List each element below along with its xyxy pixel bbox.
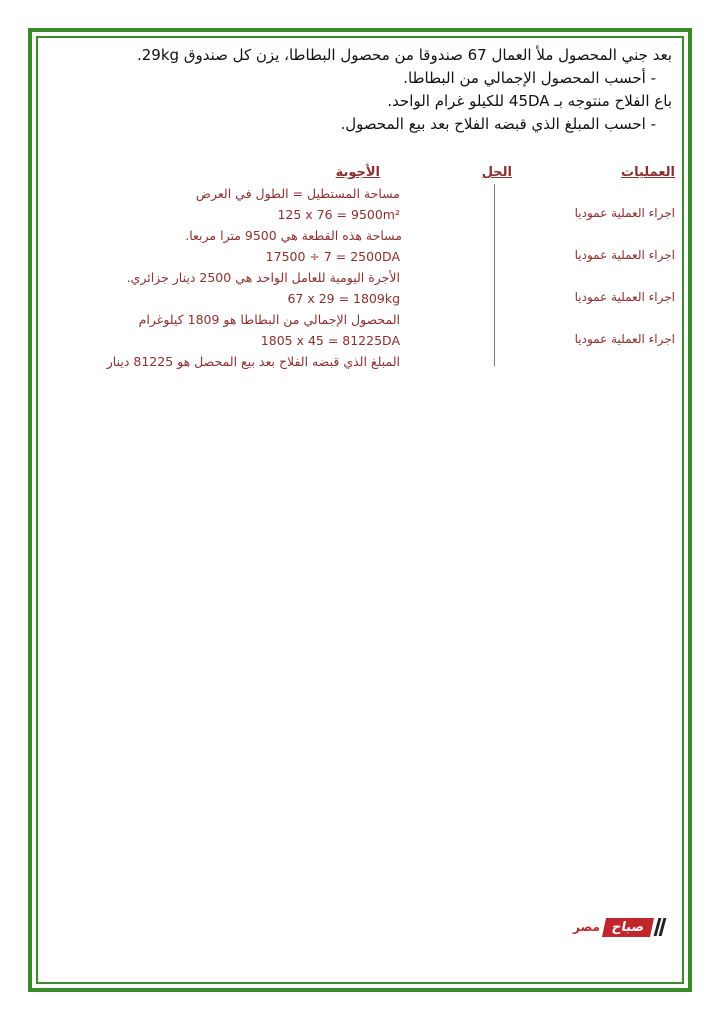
problem-line-4: - احسب المبلغ الذي قبضه الفلاح بعد بيع المحصول. (340, 115, 656, 133)
problem-line-1: بعد جني المحصول ملأ العمال 67 صندوقا من محصول البطاطا، يزن كل صندوق 29kg. (136, 46, 672, 64)
logo-word-masr: مصر (573, 920, 600, 934)
column-divider (494, 184, 495, 366)
operation-item: اجراء العملية عموديا (574, 332, 675, 346)
operation-item: اجراء العملية عموديا (574, 248, 675, 262)
answer-equation: 67 x 29 = 1809kg (287, 291, 400, 306)
answer-equation: 1805 x 45 = 81225DA (260, 333, 400, 348)
answer-line: مساحة هذه القطعة هي 9500 مترا مربعا. (185, 228, 402, 243)
answer-line: المحصول الإجمالي من البطاطا هو 1809 كيلوغرام (138, 312, 400, 327)
header-answers: الأجوبة (335, 165, 380, 180)
answer-equation: 17500 ÷ 7 = 2500DA (265, 249, 400, 264)
site-logo (573, 915, 664, 939)
operation-item: اجراء العملية عموديا (574, 290, 675, 304)
logo-bars-icon (656, 918, 664, 936)
answer-line: الأجرة اليومية للعامل الواحد هي 2500 دينار جزائري. (126, 270, 400, 285)
operation-item: اجراء العملية عموديا (574, 206, 675, 220)
problem-line-2: - أحسب المحصول الإجمالي من البطاطا. (403, 69, 656, 87)
problem-line-3: باع الفلاح منتوجه بـ 45DA للكيلو غرام الواحد. (387, 92, 672, 110)
answer-line: المبلغ الذي قبضه الفلاح بعد بيع المحصل هو 81225 دينار (106, 354, 400, 369)
header-solution: الحل (481, 165, 512, 180)
header-operations: العمليات (621, 165, 675, 180)
logo-word-sabah: صباح (602, 918, 654, 937)
answer-line: مساحة المستطيل = الطول في العرض (195, 186, 400, 201)
problem-statement (52, 44, 672, 136)
answer-equation: 125 x 76 = 9500m² (277, 207, 400, 222)
